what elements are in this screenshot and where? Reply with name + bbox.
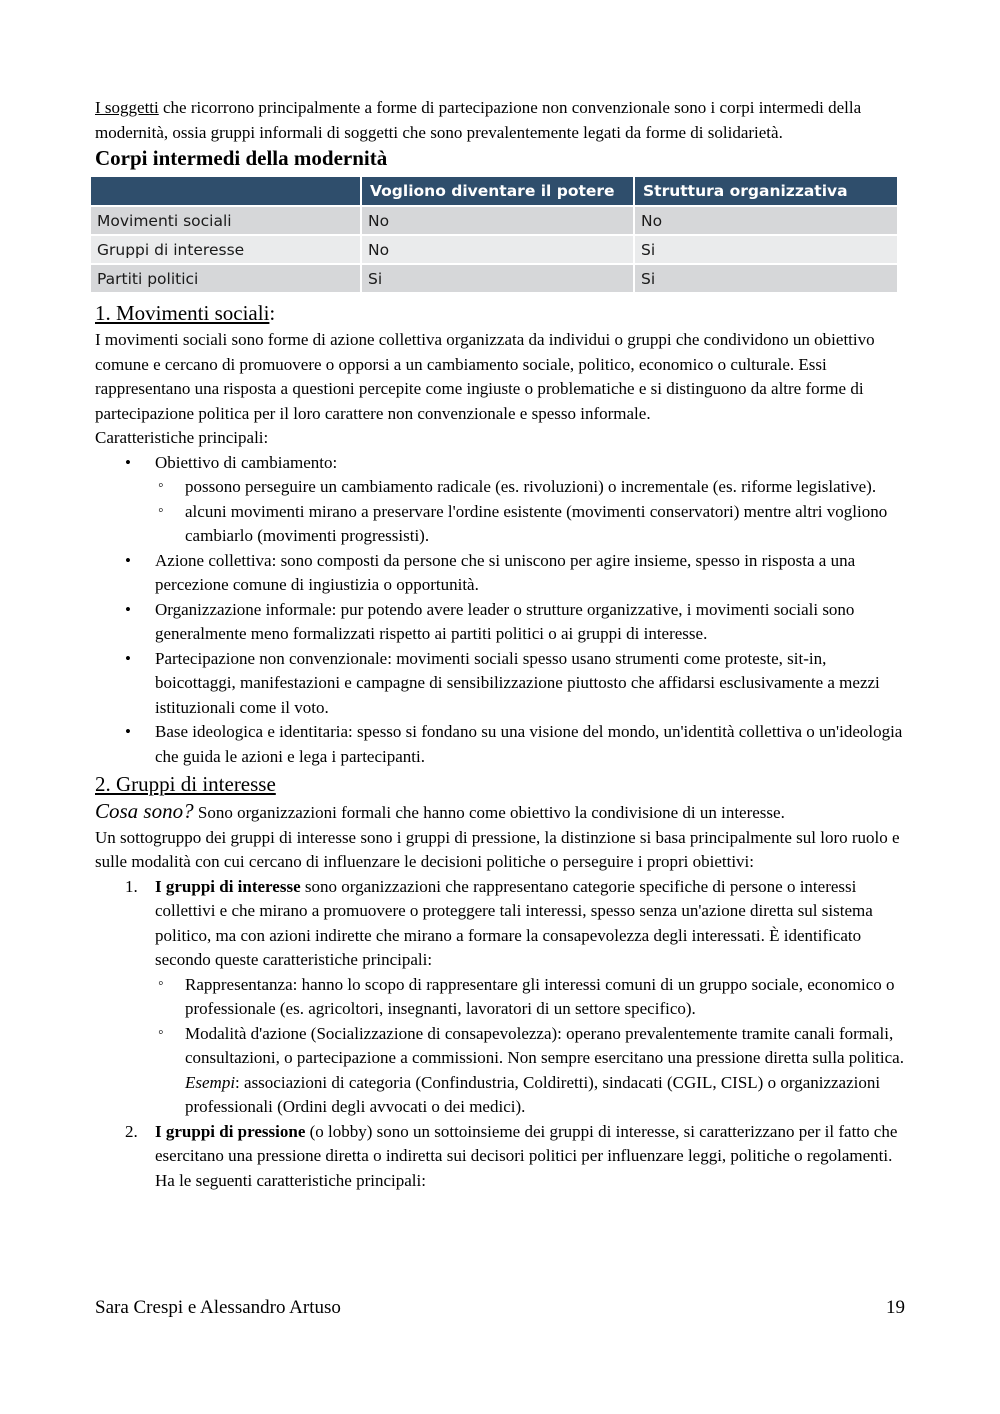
example-text: : associazioni di categoria (Confindustria, Coldiretti), sindacati (CGIL, CISL) o organizzazioni professionali (Ordini degli avvocati o dei medici). <box>185 1072 881 1116</box>
sub-list-item: ◦ Rappresentanza: hanno lo scopo di rappresentare gli interessi comuni di un gruppo sociale, economico o professionale (es. agricoltori, insegnanti, lavoratori di un settore specifico). <box>185 973 905 1022</box>
section-1-colon: : <box>269 301 276 325</box>
table-cell: Partiti politici <box>91 263 362 292</box>
item-text: sono organizzazioni che rappresentano categorie specifiche di persone o interessi collettivi e che mirano a promuovere o proteggere tali interessi, spesso senza un'azione diretta sul sistema politico, ma con azioni indirette che mirano a formare la consapevolezza degli interessati. È identificato secondo queste caratteristiche principali: <box>155 876 873 969</box>
comparison-table <box>91 177 897 292</box>
section-2-definition <box>95 799 905 826</box>
document-page <box>95 96 905 1193</box>
intro-lead: I soggetti <box>95 98 159 117</box>
example-label: Esempi <box>185 1072 236 1092</box>
table-row <box>91 263 897 292</box>
list-item-text: Obiettivo di cambiamento: <box>155 452 338 472</box>
features-list <box>95 451 905 770</box>
table-row <box>91 205 897 234</box>
sub-list-item: ◦ possono perseguire un cambiamento radicale (es. rivoluzioni) o incrementale (es. riforme legislative). <box>185 475 905 500</box>
item-bold-term: I gruppi di interesse <box>155 876 301 896</box>
section-2-heading: 2. Gruppi di interesse <box>95 772 276 796</box>
page-footer <box>95 1296 905 1320</box>
table-header-cell: Vogliono diventare il potere <box>362 177 635 205</box>
table-row <box>91 234 897 263</box>
question-label: Cosa sono? <box>95 799 194 823</box>
section-1-paragraph: I movimenti sociali sono forme di azione collettiva organizzata da individui o gruppi che condividono un obiettivo comune e cercano di promuovere o opporsi a un cambiamento sociale, politico, economico o culturale. Essi rappresentano una risposta a questioni percepite come ingiuste o problematiche e si distinguono da altre forme di partecipazione politica per il loro carattere non convenzionale e spesso informale. <box>95 330 875 423</box>
item-number: 2. <box>125 1121 138 1141</box>
numbered-list <box>95 875 905 1194</box>
page-number: 19 <box>886 1297 905 1318</box>
section-2-paragraph: Un sottogruppo dei gruppi di interesse sono i gruppi di pressione, la distinzione si basa principalmente sul loro ruolo e sulle modalità con cui cercano di influenzare le decisioni politiche o perseguire i propri obiettivi: <box>95 827 900 871</box>
table-cell: No <box>362 234 635 263</box>
table-cell: Si <box>362 263 635 292</box>
intro-rest: che ricorrono principalmente a forme di partecipazione non convenzionale sono i corpi intermedi della modernità, ossia gruppi informali di soggetti che sono prevalentemente legati da forme di solidarietà. <box>95 98 862 142</box>
table-cell: No <box>362 205 635 234</box>
heading-corpi-intermedi: Corpi intermedi della modernità <box>95 146 388 170</box>
table-header-row <box>91 177 897 205</box>
table-cell: Gruppi di interesse <box>91 234 362 263</box>
item-text: (o lobby) sono un sottoinsieme dei gruppi di interesse, si caratterizzano per il fatto che esercitano una pressione diretta o indiretta sui decisori politici per influenzare leggi, politiche o regolamenti. Ha le seguenti caratteristiche principali: <box>155 1121 898 1190</box>
list-item: • Base ideologica e identitaria: spesso si fondano su una visione del mondo, un'identità collettiva o un'ideologia che guida le azioni e lega i partecipanti. <box>155 720 905 769</box>
item-bold-term: I gruppi di pressione <box>155 1121 306 1141</box>
numbered-item <box>125 875 905 1120</box>
item-number: 1. <box>125 876 138 896</box>
footer-authors: Sara Crespi e Alessandro Artuso <box>95 1297 341 1318</box>
sub-list-item-text: Modalità d'azione (Socializzazione di consapevolezza): operano prevalentemente tramite canali formali, consultazioni, o partecipazione a commissioni. Non sempre esercitano una pressione diretta sulla politica. <box>185 1023 904 1067</box>
section-1-title: 1. Movimenti sociali <box>95 301 270 325</box>
table-header-cell: Struttura organizzativa <box>635 177 897 205</box>
list-item: • Azione collettiva: sono composti da persone che si uniscono per agire insieme, spesso in risposta a una percezione comune di ingiustizia o opportunità. <box>155 549 905 598</box>
intro-paragraph <box>95 96 905 145</box>
section-1-heading <box>95 300 905 326</box>
definition-text: Sono organizzazioni formali che hanno come obiettivo la condivisione di un interesse. <box>193 803 785 822</box>
table-cell: Si <box>635 234 897 263</box>
list-item: • Organizzazione informale: pur potendo avere leader o strutture organizzative, i movimenti sociali sono generalmente meno formalizzati rispetto ai partiti politici o ai gruppi di interesse. <box>155 598 905 647</box>
table-header-cell <box>91 177 362 205</box>
sub-list-item <box>185 1022 905 1120</box>
list-item: • Partecipazione non convenzionale: movimenti sociali spesso usano strumenti come proteste, sit-in, boicottaggi, manifestazioni e campagne di sensibilizzazione piuttosto che affidarsi esclusivamente a mezzi istituzionali come il voto. <box>155 647 905 721</box>
numbered-item <box>125 1120 905 1194</box>
features-label: Caratteristiche principali: <box>95 428 269 447</box>
table-cell: No <box>635 205 897 234</box>
table-cell: Movimenti sociali <box>91 205 362 234</box>
sub-list <box>155 475 905 549</box>
table-cell: Si <box>635 263 897 292</box>
sub-list <box>155 973 905 1120</box>
sub-list-item: ◦ alcuni movimenti mirano a preservare l'ordine esistente (movimenti conservatori) mentre altri vogliono cambiarlo (movimenti progressisti). <box>185 500 905 549</box>
list-item <box>155 451 905 549</box>
